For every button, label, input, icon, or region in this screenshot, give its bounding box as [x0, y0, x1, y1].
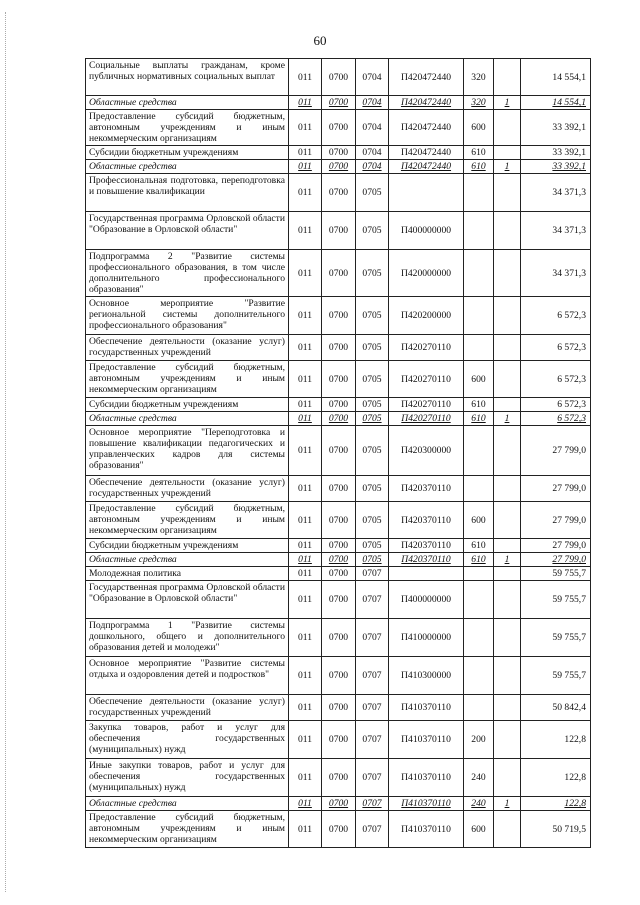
row-subsection-cell: 0705	[356, 174, 389, 212]
row-source-cell: 1	[494, 553, 521, 567]
row-target-article-cell: П420000000	[389, 250, 464, 297]
row-name-cell: Обеспечение деятельности (оказание услуг) государственных учреждений	[86, 335, 289, 361]
row-name-cell: Государственная программа Орловской области "Образование в Орловской области"	[86, 212, 289, 250]
row-ved-cell: 011	[289, 361, 322, 398]
row-expense-type-cell	[464, 619, 494, 657]
row-section-cell: 0700	[322, 502, 356, 539]
row-section-cell: 0700	[322, 619, 356, 657]
row-section-cell: 0700	[322, 476, 356, 502]
row-source-cell: 1	[494, 160, 521, 174]
row-section-cell: 0700	[322, 412, 356, 426]
row-source-cell	[494, 695, 521, 721]
row-name-cell: Подпрограмма 2 "Развитие системы профессионального образования, в том числе дополнительного профессионального образования"	[86, 250, 289, 297]
row-ved-cell: 011	[289, 797, 322, 811]
row-ved-cell: 011	[289, 212, 322, 250]
row-ved-cell: 011	[289, 811, 322, 848]
row-subsection-cell: 0707	[356, 695, 389, 721]
row-target-article-cell: П420300000	[389, 426, 464, 476]
row-name-cell: Областные средства	[86, 160, 289, 174]
row-ved-cell: 011	[289, 695, 322, 721]
row-target-article-cell: П420270110	[389, 335, 464, 361]
row-source-cell	[494, 335, 521, 361]
row-source-cell	[494, 759, 521, 797]
table-row	[86, 212, 591, 250]
row-ved-cell: 011	[289, 398, 322, 412]
row-section-cell: 0700	[322, 797, 356, 811]
row-expense-type-cell: 610	[464, 160, 494, 174]
row-subsection-cell: 0707	[356, 797, 389, 811]
row-target-article-cell: П410370110	[389, 759, 464, 797]
row-subsection-cell: 0707	[356, 619, 389, 657]
row-section-cell: 0700	[322, 146, 356, 160]
row-subsection-cell: 0704	[356, 160, 389, 174]
row-name-cell: Обеспечение деятельности (оказание услуг) государственных учреждений	[86, 695, 289, 721]
row-sum-cell: 27 799,0	[521, 426, 591, 476]
row-sum-cell: 33 392,1	[521, 160, 591, 174]
row-source-cell	[494, 59, 521, 96]
row-expense-type-cell: 600	[464, 361, 494, 398]
row-name-cell: Субсидии бюджетным учреждениям	[86, 146, 289, 160]
table-row	[86, 110, 591, 146]
row-subsection-cell: 0705	[356, 426, 389, 476]
row-source-cell	[494, 619, 521, 657]
row-name-cell: Областные средства	[86, 412, 289, 426]
row-subsection-cell: 0705	[356, 539, 389, 553]
row-sum-cell: 27 799,0	[521, 553, 591, 567]
row-section-cell: 0700	[322, 567, 356, 581]
row-name-cell: Основное мероприятие "Переподготовка и повышение квалификации педагогических и управленческих кадров для системы образования"	[86, 426, 289, 476]
row-sum-cell: 6 572,3	[521, 398, 591, 412]
row-sum-cell: 14 554,1	[521, 96, 591, 110]
row-sum-cell: 122,8	[521, 759, 591, 797]
row-expense-type-cell: 610	[464, 539, 494, 553]
row-target-article-cell: П420472440	[389, 96, 464, 110]
table-row	[86, 581, 591, 619]
row-name-cell: Основное мероприятие "Развитие системы отдыха и оздоровления детей и подростков"	[86, 657, 289, 695]
row-source-cell: 1	[494, 96, 521, 110]
row-ved-cell: 011	[289, 539, 322, 553]
row-section-cell: 0700	[322, 426, 356, 476]
table-row	[86, 619, 591, 657]
table-row	[86, 59, 591, 96]
row-subsection-cell: 0707	[356, 721, 389, 759]
table-row	[86, 657, 591, 695]
row-name-cell: Субсидии бюджетным учреждениям	[86, 398, 289, 412]
row-sum-cell: 33 392,1	[521, 146, 591, 160]
row-target-article-cell: П420270110	[389, 412, 464, 426]
row-name-cell: Областные средства	[86, 797, 289, 811]
row-section-cell: 0700	[322, 110, 356, 146]
row-expense-type-cell: 610	[464, 146, 494, 160]
row-section-cell: 0700	[322, 297, 356, 335]
row-sum-cell: 33 392,1	[521, 110, 591, 146]
row-source-cell	[494, 297, 521, 335]
row-target-article-cell: П420200000	[389, 297, 464, 335]
row-sum-cell: 34 371,3	[521, 174, 591, 212]
row-ved-cell: 011	[289, 721, 322, 759]
row-expense-type-cell: 200	[464, 721, 494, 759]
table-row	[86, 250, 591, 297]
row-target-article-cell: П410370110	[389, 797, 464, 811]
row-name-cell: Профессиональная подготовка, переподготовка и повышение квалификации	[86, 174, 289, 212]
row-subsection-cell: 0705	[356, 361, 389, 398]
row-section-cell: 0700	[322, 695, 356, 721]
table-row-regional-funds	[86, 412, 591, 426]
budget-table-body	[86, 59, 591, 848]
row-target-article-cell: П420370110	[389, 476, 464, 502]
row-target-article-cell: П420472440	[389, 59, 464, 96]
table-row	[86, 811, 591, 848]
row-expense-type-cell	[464, 476, 494, 502]
table-row	[86, 361, 591, 398]
row-target-article-cell: П420370110	[389, 502, 464, 539]
row-section-cell: 0700	[322, 335, 356, 361]
row-expense-type-cell	[464, 567, 494, 581]
row-section-cell: 0700	[322, 96, 356, 110]
row-source-cell	[494, 146, 521, 160]
row-sum-cell: 27 799,0	[521, 502, 591, 539]
row-name-cell: Областные средства	[86, 553, 289, 567]
row-source-cell: 1	[494, 412, 521, 426]
row-expense-type-cell: 240	[464, 797, 494, 811]
row-expense-type-cell: 320	[464, 59, 494, 96]
row-sum-cell: 50 719,5	[521, 811, 591, 848]
row-section-cell: 0700	[322, 174, 356, 212]
table-row	[86, 759, 591, 797]
scan-edge-line	[5, 12, 7, 892]
table-row	[86, 426, 591, 476]
row-ved-cell: 011	[289, 581, 322, 619]
row-subsection-cell: 0705	[356, 502, 389, 539]
row-expense-type-cell	[464, 695, 494, 721]
row-sum-cell: 50 842,4	[521, 695, 591, 721]
row-target-article-cell: П420270110	[389, 398, 464, 412]
row-sum-cell: 27 799,0	[521, 476, 591, 502]
row-source-cell	[494, 502, 521, 539]
row-expense-type-cell	[464, 657, 494, 695]
row-source-cell	[494, 581, 521, 619]
row-ved-cell: 011	[289, 59, 322, 96]
row-ved-cell: 011	[289, 412, 322, 426]
row-section-cell: 0700	[322, 553, 356, 567]
row-name-cell: Предоставление субсидий бюджетным, автономным учреждениям и иным некоммерческим организациям	[86, 811, 289, 848]
row-section-cell: 0700	[322, 212, 356, 250]
row-subsection-cell: 0705	[356, 297, 389, 335]
row-name-cell: Молодежная политика	[86, 567, 289, 581]
row-target-article-cell: П420472440	[389, 110, 464, 146]
row-ved-cell: 011	[289, 476, 322, 502]
row-sum-cell: 34 371,3	[521, 250, 591, 297]
table-row-regional-funds	[86, 160, 591, 174]
row-name-cell: Подпрограмма 1 "Развитие системы дошкольного, общего и дополнительного образования детей и молодежи"	[86, 619, 289, 657]
row-source-cell	[494, 212, 521, 250]
row-section-cell: 0700	[322, 581, 356, 619]
row-expense-type-cell	[464, 335, 494, 361]
row-ved-cell: 011	[289, 502, 322, 539]
row-name-cell: Социальные выплаты гражданам, кроме публичных нормативных социальных выплат	[86, 59, 289, 96]
row-ved-cell: 011	[289, 619, 322, 657]
row-source-cell	[494, 426, 521, 476]
row-subsection-cell: 0705	[356, 398, 389, 412]
table-row	[86, 476, 591, 502]
table-row	[86, 695, 591, 721]
row-target-article-cell: П420472440	[389, 146, 464, 160]
table-row	[86, 146, 591, 160]
row-expense-type-cell: 320	[464, 96, 494, 110]
row-expense-type-cell: 610	[464, 553, 494, 567]
table-row-regional-funds	[86, 553, 591, 567]
table-row	[86, 502, 591, 539]
row-expense-type-cell	[464, 297, 494, 335]
row-expense-type-cell	[464, 581, 494, 619]
row-source-cell	[494, 476, 521, 502]
row-name-cell: Предоставление субсидий бюджетным, автономным учреждениям и иным некоммерческим организациям	[86, 502, 289, 539]
row-subsection-cell: 0705	[356, 250, 389, 297]
row-target-article-cell: П400000000	[389, 581, 464, 619]
row-ved-cell: 011	[289, 96, 322, 110]
budget-table	[85, 58, 591, 848]
row-subsection-cell: 0707	[356, 811, 389, 848]
row-expense-type-cell: 610	[464, 412, 494, 426]
row-source-cell	[494, 539, 521, 553]
row-target-article-cell: П410370110	[389, 721, 464, 759]
row-source-cell	[494, 567, 521, 581]
row-expense-type-cell	[464, 212, 494, 250]
row-ved-cell: 011	[289, 567, 322, 581]
row-sum-cell: 6 572,3	[521, 412, 591, 426]
row-target-article-cell	[389, 174, 464, 212]
row-target-article-cell: П420370110	[389, 539, 464, 553]
row-target-article-cell: П420472440	[389, 160, 464, 174]
row-section-cell: 0700	[322, 361, 356, 398]
row-ved-cell: 011	[289, 297, 322, 335]
row-subsection-cell: 0705	[356, 553, 389, 567]
row-subsection-cell: 0705	[356, 412, 389, 426]
row-expense-type-cell: 600	[464, 110, 494, 146]
table-row	[86, 174, 591, 212]
row-subsection-cell: 0704	[356, 96, 389, 110]
row-section-cell: 0700	[322, 59, 356, 96]
row-subsection-cell: 0705	[356, 476, 389, 502]
row-subsection-cell: 0707	[356, 567, 389, 581]
row-ved-cell: 011	[289, 160, 322, 174]
row-target-article-cell: П420270110	[389, 361, 464, 398]
row-ved-cell: 011	[289, 657, 322, 695]
table-row-regional-funds	[86, 96, 591, 110]
row-expense-type-cell: 240	[464, 759, 494, 797]
row-sum-cell: 59 755,7	[521, 657, 591, 695]
row-expense-type-cell	[464, 250, 494, 297]
row-ved-cell: 011	[289, 250, 322, 297]
row-name-cell: Иные закупки товаров, работ и услуг для обеспечения государственных (муниципальных) нужд	[86, 759, 289, 797]
table-row	[86, 567, 591, 581]
row-name-cell: Закупка товаров, работ и услуг для обеспечения государственных (муниципальных) нужд	[86, 721, 289, 759]
row-ved-cell: 011	[289, 110, 322, 146]
row-sum-cell: 122,8	[521, 721, 591, 759]
table-row-regional-funds	[86, 797, 591, 811]
row-sum-cell: 6 572,3	[521, 297, 591, 335]
row-section-cell: 0700	[322, 721, 356, 759]
row-expense-type-cell: 600	[464, 811, 494, 848]
row-section-cell: 0700	[322, 250, 356, 297]
row-sum-cell: 122,8	[521, 797, 591, 811]
row-target-article-cell: П410370110	[389, 695, 464, 721]
row-name-cell: Основное мероприятие "Развитие региональной системы дополнительного профессионального образования"	[86, 297, 289, 335]
row-ved-cell: 011	[289, 146, 322, 160]
row-subsection-cell: 0704	[356, 110, 389, 146]
table-row	[86, 335, 591, 361]
row-section-cell: 0700	[322, 539, 356, 553]
table-row	[86, 398, 591, 412]
row-section-cell: 0700	[322, 811, 356, 848]
row-source-cell	[494, 657, 521, 695]
row-name-cell: Обеспечение деятельности (оказание услуг) государственных учреждений	[86, 476, 289, 502]
row-ved-cell: 011	[289, 759, 322, 797]
row-target-article-cell: П410300000	[389, 657, 464, 695]
row-subsection-cell: 0704	[356, 59, 389, 96]
row-ved-cell: 011	[289, 426, 322, 476]
row-section-cell: 0700	[322, 160, 356, 174]
row-source-cell	[494, 110, 521, 146]
row-source-cell	[494, 250, 521, 297]
row-name-cell: Областные средства	[86, 96, 289, 110]
row-name-cell: Государственная программа Орловской области "Образование в Орловской области"	[86, 581, 289, 619]
row-subsection-cell: 0705	[356, 335, 389, 361]
row-section-cell: 0700	[322, 657, 356, 695]
row-target-article-cell: П420370110	[389, 553, 464, 567]
row-source-cell	[494, 721, 521, 759]
table-row	[86, 539, 591, 553]
row-source-cell: 1	[494, 797, 521, 811]
table-row	[86, 297, 591, 335]
row-subsection-cell: 0707	[356, 657, 389, 695]
row-expense-type-cell: 600	[464, 502, 494, 539]
row-sum-cell: 34 371,3	[521, 212, 591, 250]
row-ved-cell: 011	[289, 335, 322, 361]
row-target-article-cell: П410370110	[389, 811, 464, 848]
row-expense-type-cell	[464, 426, 494, 476]
row-ved-cell: 011	[289, 174, 322, 212]
row-target-article-cell	[389, 567, 464, 581]
row-expense-type-cell	[464, 174, 494, 212]
row-sum-cell: 59 755,7	[521, 619, 591, 657]
row-source-cell	[494, 361, 521, 398]
row-sum-cell: 59 755,7	[521, 567, 591, 581]
row-target-article-cell: П410000000	[389, 619, 464, 657]
table-row	[86, 721, 591, 759]
row-expense-type-cell: 610	[464, 398, 494, 412]
row-subsection-cell: 0707	[356, 759, 389, 797]
row-subsection-cell: 0704	[356, 146, 389, 160]
row-sum-cell: 59 755,7	[521, 581, 591, 619]
row-section-cell: 0700	[322, 398, 356, 412]
row-ved-cell: 011	[289, 553, 322, 567]
page-number: 60	[313, 33, 327, 48]
row-subsection-cell: 0707	[356, 581, 389, 619]
row-section-cell: 0700	[322, 759, 356, 797]
row-source-cell	[494, 398, 521, 412]
row-name-cell: Предоставление субсидий бюджетным, автономным учреждениям и иным некоммерческим организациям	[86, 110, 289, 146]
row-source-cell	[494, 811, 521, 848]
row-source-cell	[494, 174, 521, 212]
row-subsection-cell: 0705	[356, 212, 389, 250]
row-target-article-cell: П400000000	[389, 212, 464, 250]
row-name-cell: Предоставление субсидий бюджетным, автономным учреждениям и иным некоммерческим организациям	[86, 361, 289, 398]
row-sum-cell: 27 799,0	[521, 539, 591, 553]
row-name-cell: Субсидии бюджетным учреждениям	[86, 539, 289, 553]
row-sum-cell: 6 572,3	[521, 361, 591, 398]
row-sum-cell: 6 572,3	[521, 335, 591, 361]
row-sum-cell: 14 554,1	[521, 59, 591, 96]
